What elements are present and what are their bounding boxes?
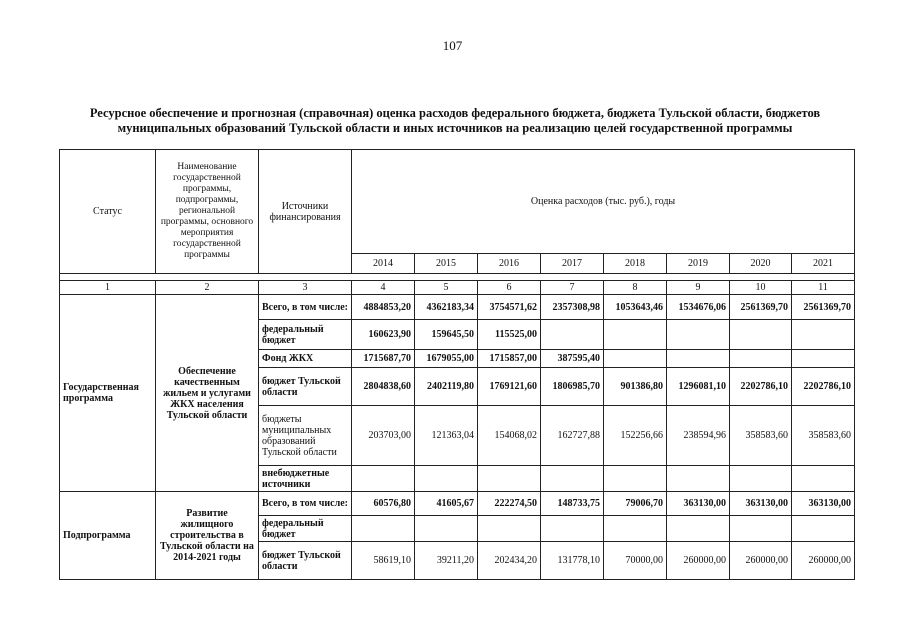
header-status: Статус bbox=[60, 150, 156, 274]
value-cell: 2402119,80 bbox=[415, 368, 478, 406]
value-cell: 154068,02 bbox=[478, 406, 541, 466]
value-cell: 1715687,70 bbox=[352, 350, 415, 368]
col-num: 9 bbox=[667, 281, 730, 295]
value-cell: 2357308,98 bbox=[541, 295, 604, 320]
value-cell: 70000,00 bbox=[604, 542, 667, 580]
table-row bbox=[60, 295, 855, 320]
value-cell bbox=[541, 320, 604, 350]
value-cell bbox=[792, 466, 855, 492]
value-cell bbox=[541, 466, 604, 492]
value-cell: 2202786,10 bbox=[730, 368, 792, 406]
value-cell bbox=[604, 516, 667, 542]
year-cell: 2015 bbox=[415, 254, 478, 274]
header-row bbox=[60, 150, 855, 254]
value-cell bbox=[792, 516, 855, 542]
program-name-cell: Обеспечение качественным жильем и услугами ЖКХ населения Тульской области bbox=[156, 295, 259, 492]
header-program-name: Наименование государственной программы, подпрограммы, региональной программы, основного мероприятия государственной программы bbox=[156, 150, 259, 274]
col-num: 4 bbox=[352, 281, 415, 295]
value-cell: 121363,04 bbox=[415, 406, 478, 466]
status-cell: Государственная программа bbox=[60, 295, 156, 492]
source-cell: Фонд ЖКХ bbox=[259, 350, 352, 368]
year-cell: 2019 bbox=[667, 254, 730, 274]
page-number: 107 bbox=[442, 38, 463, 53]
value-cell: 363130,00 bbox=[667, 492, 730, 516]
value-cell: 2804838,60 bbox=[352, 368, 415, 406]
source-cell: Всего, в том числе: bbox=[259, 492, 352, 516]
title-line-1: Ресурсное обеспечение и прогнозная (справочная) оценка расходов федерального бюджета, бюджета Тульской области, бюджетов bbox=[89, 106, 821, 120]
value-cell bbox=[478, 466, 541, 492]
value-cell: 4362183,34 bbox=[415, 295, 478, 320]
value-cell bbox=[730, 320, 792, 350]
year-cell: 2016 bbox=[478, 254, 541, 274]
col-num: 6 bbox=[478, 281, 541, 295]
value-cell: 358583,60 bbox=[792, 406, 855, 466]
value-cell: 358583,60 bbox=[730, 406, 792, 466]
value-cell: 363130,00 bbox=[730, 492, 792, 516]
value-cell: 1679055,00 bbox=[415, 350, 478, 368]
source-cell: Всего, в том числе: bbox=[259, 295, 352, 320]
value-cell: 1715857,00 bbox=[478, 350, 541, 368]
value-cell: 131778,10 bbox=[541, 542, 604, 580]
value-cell: 203703,00 bbox=[352, 406, 415, 466]
value-cell bbox=[352, 466, 415, 492]
col-num: 2 bbox=[156, 281, 259, 295]
year-cell: 2020 bbox=[730, 254, 792, 274]
value-cell bbox=[730, 466, 792, 492]
col-num: 10 bbox=[730, 281, 792, 295]
value-cell bbox=[792, 320, 855, 350]
value-cell bbox=[667, 466, 730, 492]
value-cell: 58619,10 bbox=[352, 542, 415, 580]
value-cell bbox=[352, 516, 415, 542]
value-cell: 160623,90 bbox=[352, 320, 415, 350]
value-cell bbox=[604, 320, 667, 350]
status-cell: Подпрограмма bbox=[60, 492, 156, 580]
value-cell: 260000,00 bbox=[667, 542, 730, 580]
value-cell bbox=[730, 350, 792, 368]
value-cell: 115525,00 bbox=[478, 320, 541, 350]
value-cell: 1296081,10 bbox=[667, 368, 730, 406]
year-cell: 2014 bbox=[352, 254, 415, 274]
source-cell: федеральный бюджет bbox=[259, 320, 352, 350]
value-cell: 60576,80 bbox=[352, 492, 415, 516]
value-cell bbox=[415, 516, 478, 542]
document-title bbox=[60, 106, 850, 136]
value-cell: 1806985,70 bbox=[541, 368, 604, 406]
value-cell: 41605,67 bbox=[415, 492, 478, 516]
value-cell: 901386,80 bbox=[604, 368, 667, 406]
value-cell bbox=[667, 320, 730, 350]
col-num: 11 bbox=[792, 281, 855, 295]
value-cell bbox=[604, 466, 667, 492]
value-cell bbox=[415, 466, 478, 492]
budget-table bbox=[59, 149, 855, 580]
table-row bbox=[60, 492, 855, 516]
col-num: 7 bbox=[541, 281, 604, 295]
value-cell: 1534676,06 bbox=[667, 295, 730, 320]
year-cell: 2018 bbox=[604, 254, 667, 274]
header-estimate: Оценка расходов (тыс. руб.), годы bbox=[352, 150, 855, 254]
value-cell bbox=[667, 350, 730, 368]
year-cell: 2021 bbox=[792, 254, 855, 274]
title-line-2: муниципальных образований Тульской области и иных источников на реализацию целей государственной программы bbox=[117, 121, 793, 135]
value-cell: 1053643,46 bbox=[604, 295, 667, 320]
year-cell: 2017 bbox=[541, 254, 604, 274]
program-name-cell: Развитие жилищного строительства в Тульской области на 2014-2021 годы bbox=[156, 492, 259, 580]
col-num: 8 bbox=[604, 281, 667, 295]
value-cell: 2561369,70 bbox=[792, 295, 855, 320]
value-cell: 238594,96 bbox=[667, 406, 730, 466]
value-cell: 2561369,70 bbox=[730, 295, 792, 320]
source-cell: федеральный бюджет bbox=[259, 516, 352, 542]
column-number-row bbox=[60, 281, 855, 295]
value-cell: 260000,00 bbox=[792, 542, 855, 580]
value-cell bbox=[667, 516, 730, 542]
col-num: 5 bbox=[415, 281, 478, 295]
value-cell bbox=[478, 516, 541, 542]
value-cell: 260000,00 bbox=[730, 542, 792, 580]
source-cell: бюджет Тульской области bbox=[259, 542, 352, 580]
value-cell bbox=[604, 350, 667, 368]
value-cell bbox=[541, 516, 604, 542]
value-cell: 222274,50 bbox=[478, 492, 541, 516]
value-cell: 148733,75 bbox=[541, 492, 604, 516]
value-cell bbox=[730, 516, 792, 542]
value-cell: 2202786,10 bbox=[792, 368, 855, 406]
header-sources: Источники финансирования bbox=[259, 150, 352, 274]
value-cell: 3754571,62 bbox=[478, 295, 541, 320]
value-cell: 79006,70 bbox=[604, 492, 667, 516]
source-cell: бюджеты муниципальных образований Тульской области bbox=[259, 406, 352, 466]
value-cell: 39211,20 bbox=[415, 542, 478, 580]
value-cell: 162727,88 bbox=[541, 406, 604, 466]
value-cell: 387595,40 bbox=[541, 350, 604, 368]
source-cell: внебюджетные источники bbox=[259, 466, 352, 492]
value-cell: 202434,20 bbox=[478, 542, 541, 580]
value-cell: 4884853,20 bbox=[352, 295, 415, 320]
value-cell: 152256,66 bbox=[604, 406, 667, 466]
source-cell: бюджет Тульской области bbox=[259, 368, 352, 406]
col-num: 3 bbox=[259, 281, 352, 295]
value-cell: 1769121,60 bbox=[478, 368, 541, 406]
value-cell: 363130,00 bbox=[792, 492, 855, 516]
col-num: 1 bbox=[60, 281, 156, 295]
value-cell: 159645,50 bbox=[415, 320, 478, 350]
value-cell bbox=[792, 350, 855, 368]
